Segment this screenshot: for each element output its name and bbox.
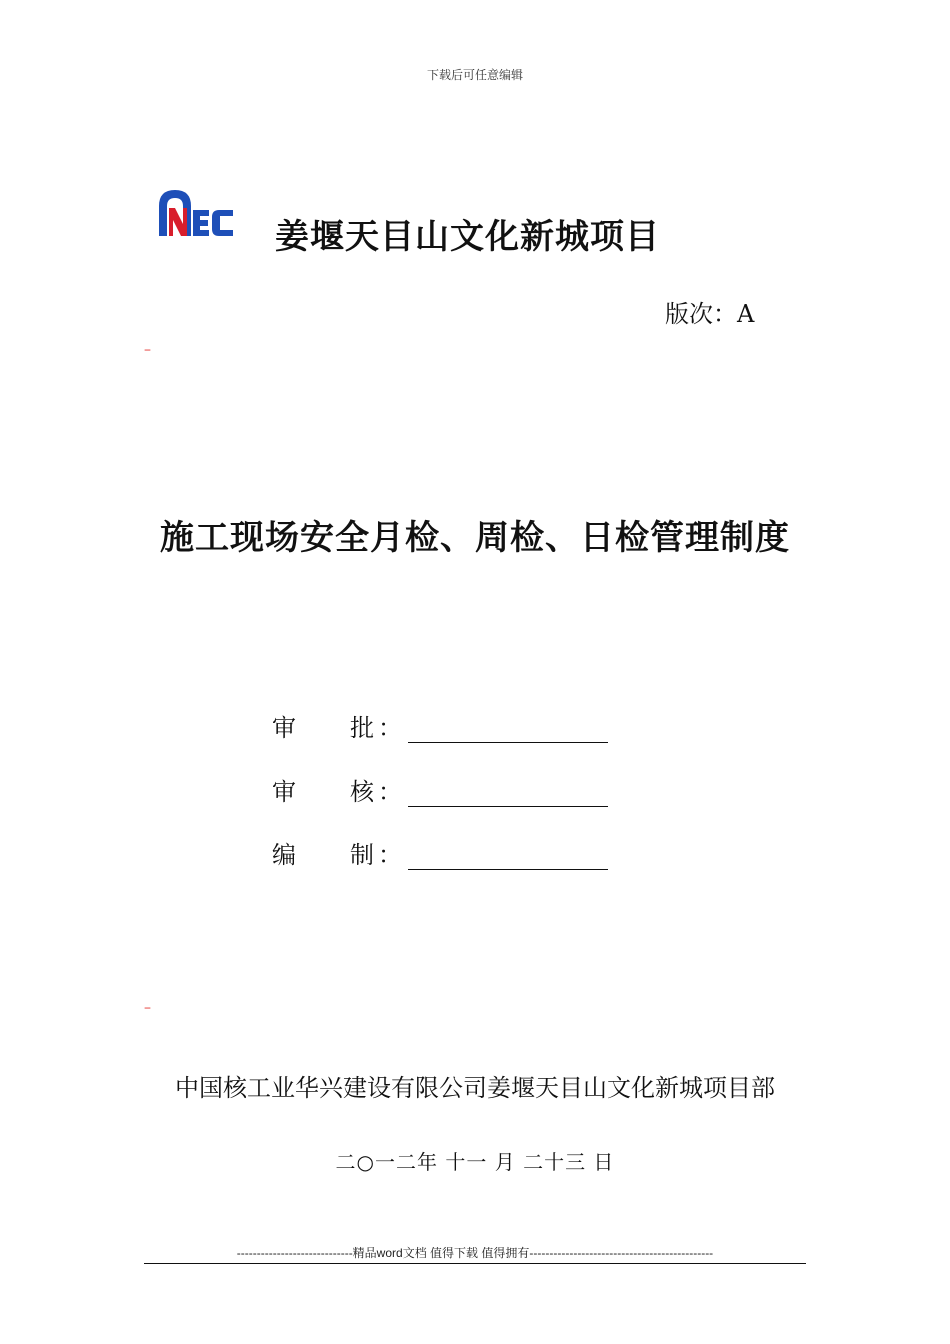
row-label-char-2: 批 bbox=[350, 714, 374, 742]
red-marker: – bbox=[144, 342, 151, 358]
row-label-char-1: 编 bbox=[272, 841, 296, 869]
nec-logo bbox=[153, 186, 237, 242]
company-name: 中国核工业华兴建设有限公司姜堰天目山文化新城项目部 bbox=[175, 1074, 775, 1102]
footer-rule bbox=[144, 1263, 806, 1264]
row-label-char-1: 审 bbox=[272, 714, 296, 742]
row-colon: ： bbox=[378, 778, 402, 806]
row-label-char-1: 审 bbox=[272, 778, 296, 806]
row-label-char-2: 制 bbox=[350, 841, 374, 869]
review-signature-line[interactable] bbox=[408, 786, 608, 807]
document-date: 二○一二年 十一 月 二十三 日 bbox=[335, 1150, 615, 1174]
approve-row bbox=[272, 708, 608, 743]
compile-row bbox=[272, 835, 608, 870]
footer-text: -----------------------------精品word文档 值得下载 值得拥有---------------------------------------------- bbox=[236, 1246, 714, 1260]
row-colon: ： bbox=[378, 714, 402, 742]
row-label-char-2: 核 bbox=[350, 778, 374, 806]
review-row bbox=[272, 772, 608, 807]
compile-signature-line[interactable] bbox=[408, 849, 608, 870]
project-title: 姜堰天目山文化新城项目 bbox=[275, 217, 660, 257]
document-title: 施工现场安全月检、周检、日检管理制度 bbox=[160, 518, 790, 558]
header-note: 下载后可任意编辑 bbox=[426, 68, 523, 82]
edition-label: 版次：A bbox=[665, 300, 755, 328]
red-marker: – bbox=[144, 1000, 151, 1016]
row-colon: ： bbox=[378, 841, 402, 869]
approve-signature-line[interactable] bbox=[408, 722, 608, 743]
